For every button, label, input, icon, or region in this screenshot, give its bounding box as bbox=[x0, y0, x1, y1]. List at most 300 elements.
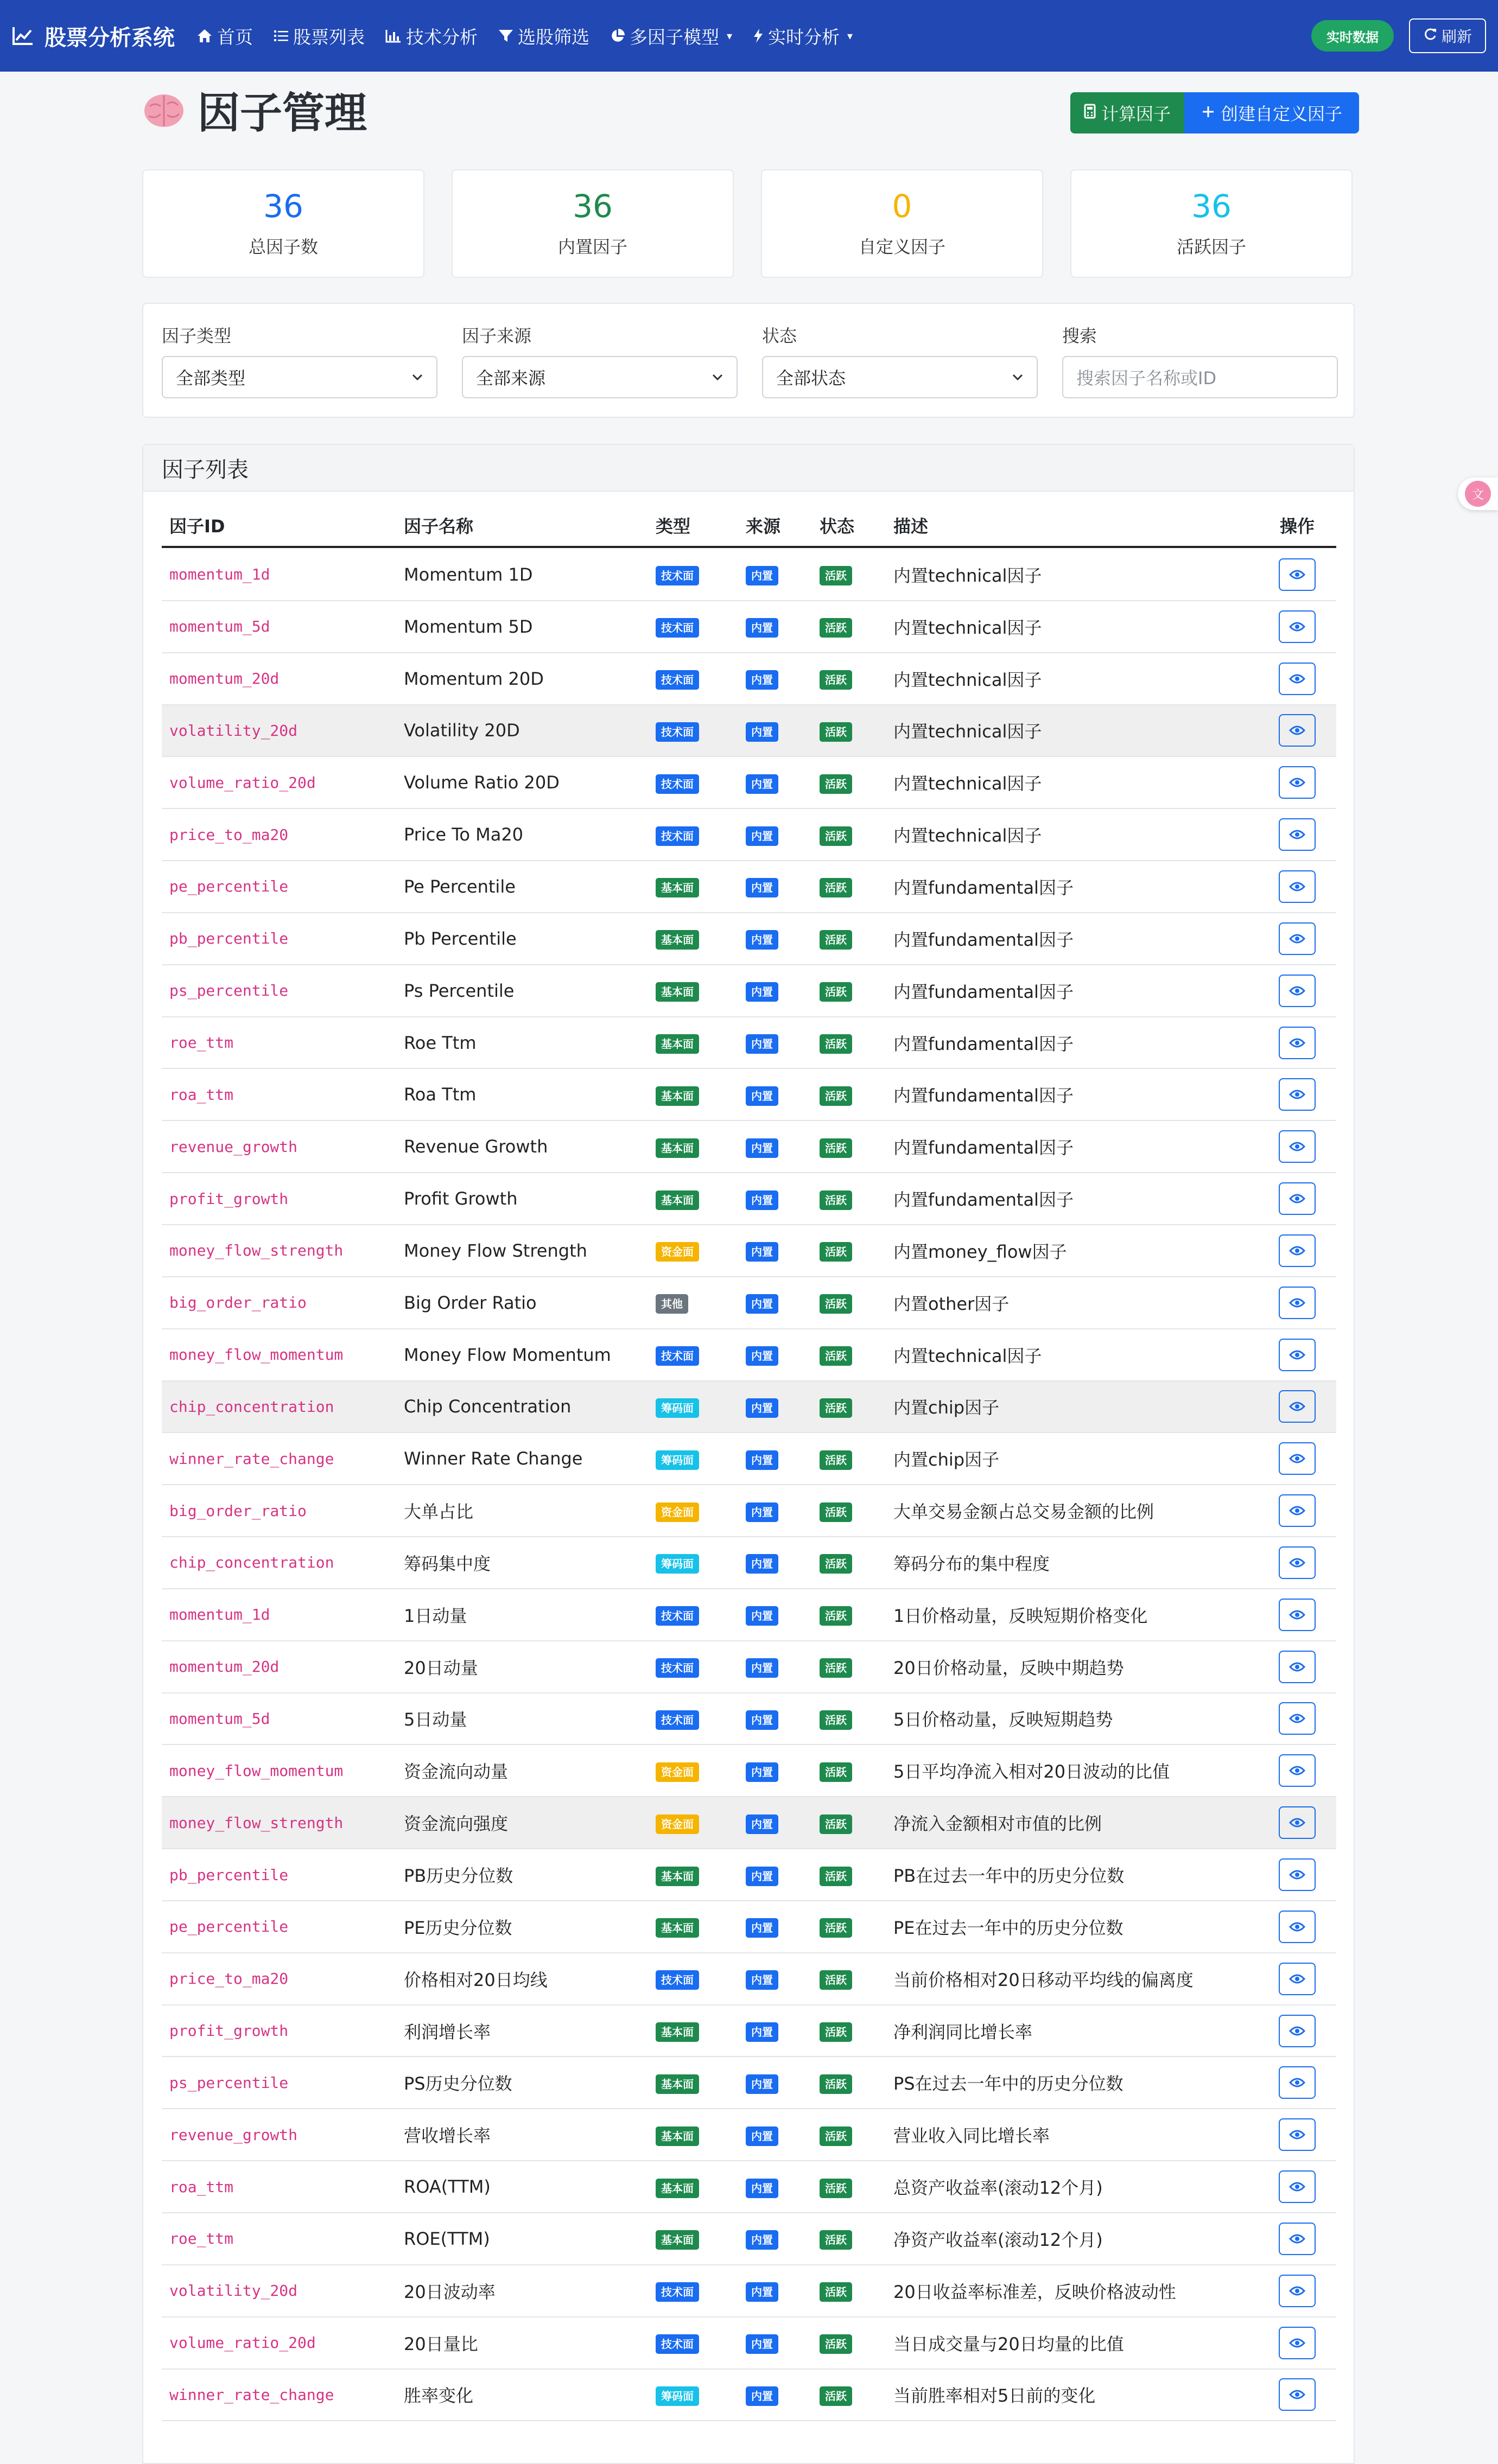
factor-status bbox=[820, 1291, 852, 1314]
factor-description: 净利润同比增长率 bbox=[893, 2021, 1033, 2042]
factor-source-badge: 内置 bbox=[746, 1294, 778, 1314]
factor-id: roa_ttm bbox=[169, 1085, 234, 1104]
eye-icon bbox=[1289, 1609, 1305, 1620]
factor-id: money_flow_strength bbox=[169, 1813, 344, 1832]
eye-icon bbox=[1289, 2181, 1305, 2192]
factor-id: money_flow_momentum bbox=[169, 1346, 344, 1364]
factor-name: Pe Percentile bbox=[404, 876, 516, 897]
header-actions bbox=[1070, 92, 1359, 133]
factor-description: 内置fundamental因子 bbox=[893, 929, 1074, 950]
page-title bbox=[142, 82, 367, 137]
factor-source bbox=[746, 2280, 778, 2302]
factor-status bbox=[820, 1812, 852, 1834]
factor-status-badge: 活跃 bbox=[820, 1606, 852, 1626]
factor-source-badge: 内置 bbox=[746, 1034, 778, 1054]
translate-icon: 文 bbox=[1465, 481, 1491, 507]
factor-id: big_order_ratio bbox=[169, 1501, 307, 1520]
factor-source bbox=[746, 1239, 778, 1262]
header-status: 状态 bbox=[820, 516, 855, 537]
stat-label: 自定义因子 bbox=[858, 237, 945, 257]
view-button[interactable] bbox=[1279, 1390, 1316, 1423]
eye-icon bbox=[1289, 1661, 1305, 1672]
status-filter-label: 状态 bbox=[762, 326, 797, 346]
factor-status bbox=[820, 979, 852, 1002]
factor-description: 内置fundamental因子 bbox=[893, 1033, 1074, 1054]
factor-name: 胜率变化 bbox=[404, 2385, 474, 2406]
factor-type bbox=[656, 2124, 699, 2146]
factor-description: 内置chip因子 bbox=[893, 1397, 1000, 1418]
factor-name: Chip Concentration bbox=[404, 1396, 572, 1417]
factor-description: 内置technical因子 bbox=[893, 1345, 1042, 1366]
factor-id: ps_percentile bbox=[169, 982, 289, 1000]
factor-type bbox=[656, 667, 699, 690]
stat-label: 活跃因子 bbox=[1176, 237, 1246, 257]
table-row bbox=[162, 1069, 1336, 1121]
factor-type-badge: 技术面 bbox=[656, 722, 699, 742]
eye-icon bbox=[1289, 621, 1305, 632]
table-row bbox=[162, 1381, 1336, 1434]
factor-id: chip_concentration bbox=[169, 1397, 334, 1416]
factor-id: roe_ttm bbox=[169, 2230, 234, 2248]
factor-id: big_order_ratio bbox=[169, 1294, 307, 1312]
type-filter bbox=[162, 322, 437, 398]
factor-status bbox=[820, 1603, 852, 1626]
factor-name: 资金流向动量 bbox=[404, 1761, 509, 1782]
factor-id: momentum_20d bbox=[169, 670, 280, 688]
factor-source-badge: 内置 bbox=[746, 1658, 778, 1678]
factor-status-badge: 活跃 bbox=[820, 670, 852, 690]
factor-description: 内置money_flow因子 bbox=[893, 1241, 1067, 1262]
factor-type-badge: 筹码面 bbox=[656, 2386, 699, 2406]
view-button[interactable] bbox=[1279, 2223, 1316, 2255]
factor-status bbox=[820, 2227, 852, 2250]
factor-type-badge: 基本面 bbox=[656, 1138, 699, 1158]
refresh-button[interactable] bbox=[1409, 18, 1486, 53]
status-select-value: 全部状态 bbox=[776, 368, 846, 389]
type-select[interactable] bbox=[162, 356, 437, 398]
factor-source-badge: 内置 bbox=[746, 1242, 778, 1262]
factor-id: roe_ttm bbox=[169, 1034, 234, 1052]
line-chart-icon bbox=[12, 26, 34, 46]
view-button[interactable] bbox=[1279, 2015, 1316, 2047]
factor-type-badge: 技术面 bbox=[656, 566, 699, 585]
calculate-label: 计算因子 bbox=[1101, 104, 1171, 124]
factor-source bbox=[746, 1656, 778, 1678]
factor-id: pe_percentile bbox=[169, 877, 289, 896]
factor-source bbox=[746, 824, 778, 846]
factor-status-badge: 活跃 bbox=[820, 1242, 852, 1262]
factor-type-badge: 技术面 bbox=[656, 1970, 699, 1990]
view-button[interactable] bbox=[1279, 1078, 1316, 1111]
header-source: 来源 bbox=[746, 516, 781, 537]
factor-type-badge: 基本面 bbox=[656, 1918, 699, 1938]
source-filter-label: 因子来源 bbox=[462, 326, 532, 346]
table-row bbox=[162, 965, 1336, 1017]
factor-id: momentum_1d bbox=[169, 565, 270, 584]
factor-source-badge: 内置 bbox=[746, 826, 778, 846]
eye-icon bbox=[1289, 2129, 1305, 2140]
factor-list-title: 因子列表 bbox=[143, 445, 1354, 492]
chevron-down-icon bbox=[712, 373, 723, 381]
table-row bbox=[162, 1797, 1336, 1849]
eye-icon bbox=[1289, 1869, 1305, 1880]
factor-type-badge: 基本面 bbox=[656, 2022, 699, 2042]
eye-icon bbox=[1289, 1089, 1305, 1100]
factor-name: PE历史分位数 bbox=[404, 1917, 512, 1938]
factor-status-badge: 活跃 bbox=[820, 1970, 852, 1990]
factor-source-badge: 内置 bbox=[746, 878, 778, 897]
factor-type bbox=[656, 979, 699, 1002]
factor-type-badge: 技术面 bbox=[656, 618, 699, 638]
table-body bbox=[162, 549, 1336, 2421]
factor-name: Winner Rate Change bbox=[404, 1448, 583, 1469]
view-button[interactable] bbox=[1279, 610, 1316, 643]
factor-status-badge: 活跃 bbox=[820, 722, 852, 742]
factor-name: 20日量比 bbox=[404, 2333, 478, 2354]
view-button[interactable] bbox=[1279, 1911, 1316, 1943]
status-filter bbox=[762, 322, 1038, 398]
factor-status bbox=[820, 2176, 852, 2198]
factor-id: ps_percentile bbox=[169, 2073, 289, 2092]
factor-source bbox=[746, 1915, 778, 1938]
view-button[interactable] bbox=[1279, 1858, 1316, 1891]
nav-item-4[interactable] bbox=[610, 23, 732, 49]
table-row bbox=[162, 1277, 1336, 1329]
floating-assistant-button[interactable] bbox=[1458, 477, 1498, 510]
table-row bbox=[162, 653, 1336, 705]
factor-name: 筹码集中度 bbox=[404, 1553, 491, 1574]
factor-source bbox=[746, 1188, 778, 1210]
calculate-factors-button[interactable] bbox=[1070, 92, 1184, 133]
factor-source bbox=[746, 1136, 778, 1158]
factor-source bbox=[746, 1291, 778, 1314]
nav-item-label: 首页 bbox=[217, 26, 253, 48]
factor-source-badge: 内置 bbox=[746, 670, 778, 690]
factor-status-badge: 活跃 bbox=[820, 878, 852, 897]
factor-status-badge: 活跃 bbox=[820, 1346, 852, 1366]
chevron-down-icon bbox=[1012, 373, 1024, 381]
factor-type bbox=[656, 824, 699, 846]
factor-status-badge: 活跃 bbox=[820, 1190, 852, 1210]
factor-name: Pb Percentile bbox=[404, 928, 517, 949]
factor-source-badge: 内置 bbox=[746, 1190, 778, 1210]
factor-type bbox=[656, 720, 699, 742]
view-button[interactable] bbox=[1279, 2066, 1316, 2099]
factor-id: volatility_20d bbox=[169, 2282, 298, 2300]
header-id: 因子ID bbox=[169, 516, 225, 537]
factor-source-badge: 内置 bbox=[746, 2386, 778, 2406]
factor-source-badge: 内置 bbox=[746, 2230, 778, 2250]
factor-type bbox=[656, 1812, 699, 1834]
factor-id: money_flow_strength bbox=[169, 1241, 344, 1260]
factor-source bbox=[746, 2384, 778, 2406]
factor-description: 内置technical因子 bbox=[893, 721, 1042, 742]
factor-id: price_to_ma20 bbox=[169, 1970, 289, 1988]
factor-status-badge: 活跃 bbox=[820, 930, 852, 950]
view-button[interactable] bbox=[1279, 2327, 1316, 2359]
factor-status bbox=[820, 1448, 852, 1470]
factor-status-badge: 活跃 bbox=[820, 2282, 852, 2302]
factor-name: Roe Ttm bbox=[404, 1032, 477, 1053]
factor-type bbox=[656, 1915, 699, 1938]
nav-item-0[interactable] bbox=[196, 23, 253, 49]
factor-id: revenue_growth bbox=[169, 2125, 298, 2144]
view-button[interactable] bbox=[1279, 663, 1316, 695]
view-button[interactable] bbox=[1279, 714, 1316, 747]
table-row bbox=[162, 2057, 1336, 2109]
view-button[interactable] bbox=[1279, 1599, 1316, 1631]
factor-status bbox=[820, 667, 852, 690]
table-row bbox=[162, 1589, 1336, 1641]
nav-item-1[interactable] bbox=[274, 23, 365, 49]
factor-type bbox=[656, 1760, 699, 1782]
factor-id: money_flow_momentum bbox=[169, 1761, 344, 1780]
plus-icon bbox=[1201, 103, 1215, 123]
eye-icon bbox=[1289, 1921, 1305, 1932]
factor-status-badge: 活跃 bbox=[820, 1294, 852, 1314]
status-select[interactable] bbox=[762, 356, 1038, 398]
nav-menu bbox=[196, 23, 873, 49]
factor-status bbox=[820, 2124, 852, 2146]
factor-type bbox=[656, 563, 699, 585]
create-custom-factor-button[interactable] bbox=[1184, 92, 1359, 133]
caret-down-icon: ▾ bbox=[727, 29, 733, 42]
nav-item-3[interactable] bbox=[498, 23, 589, 49]
factor-id: winner_rate_change bbox=[169, 1449, 334, 1468]
factor-type bbox=[656, 1084, 699, 1106]
stat-label: 内置因子 bbox=[557, 237, 627, 257]
factor-status bbox=[820, 1396, 852, 1418]
factor-type-badge: 筹码面 bbox=[656, 1450, 699, 1470]
factor-list-card bbox=[142, 444, 1355, 2464]
table-row bbox=[162, 2005, 1336, 2058]
factor-type-badge: 基本面 bbox=[656, 2126, 699, 2146]
factor-source-badge: 内置 bbox=[746, 1710, 778, 1730]
table-row bbox=[162, 1017, 1336, 1069]
eye-icon bbox=[1289, 1141, 1305, 1152]
factor-id: chip_concentration bbox=[169, 1553, 334, 1572]
view-button[interactable] bbox=[1279, 870, 1316, 903]
factor-status bbox=[820, 1968, 852, 1990]
factor-type-badge: 技术面 bbox=[656, 1710, 699, 1730]
factor-status bbox=[820, 720, 852, 742]
factor-status bbox=[820, 824, 852, 846]
factor-name: 1日动量 bbox=[404, 1605, 467, 1626]
view-button[interactable] bbox=[1279, 1754, 1316, 1787]
factor-source-badge: 内置 bbox=[746, 1918, 778, 1938]
view-button[interactable] bbox=[1279, 1494, 1316, 1527]
factor-type bbox=[656, 2280, 699, 2302]
factor-type bbox=[656, 2227, 699, 2250]
view-button[interactable] bbox=[1279, 2118, 1316, 2151]
factor-description: 内置technical因子 bbox=[893, 825, 1042, 846]
view-button[interactable] bbox=[1279, 1702, 1316, 1735]
eye-icon bbox=[1289, 2285, 1305, 2296]
factor-type-badge: 基本面 bbox=[656, 2179, 699, 2198]
brand[interactable] bbox=[12, 21, 175, 52]
factor-source-badge: 内置 bbox=[746, 1814, 778, 1834]
view-button[interactable] bbox=[1279, 1651, 1316, 1683]
eye-icon bbox=[1289, 1765, 1305, 1776]
eye-icon bbox=[1289, 2077, 1305, 2088]
factor-description: 当日成交量与20日均量的比值 bbox=[893, 2333, 1124, 2354]
view-button[interactable] bbox=[1279, 975, 1316, 1007]
table-row bbox=[162, 2161, 1336, 2213]
eye-icon bbox=[1289, 2389, 1305, 2400]
factor-type-badge: 技术面 bbox=[656, 1346, 699, 1366]
nav-item-2[interactable] bbox=[385, 23, 478, 49]
factor-type-badge: 筹码面 bbox=[656, 1398, 699, 1418]
factor-description: PB在过去一年中的历史分位数 bbox=[893, 1865, 1125, 1887]
factor-description: 净资产收益率(滚动12个月) bbox=[893, 2229, 1103, 2250]
factor-name: ROE(TTM) bbox=[404, 2228, 490, 2249]
view-button[interactable] bbox=[1279, 2378, 1316, 2411]
factor-status-badge: 活跃 bbox=[820, 1034, 852, 1054]
page-title-text: 因子管理 bbox=[198, 89, 367, 138]
view-button[interactable] bbox=[1279, 1963, 1316, 1995]
stat-value: 36 bbox=[573, 188, 613, 225]
factor-description: 内置chip因子 bbox=[893, 1449, 1000, 1470]
view-button[interactable] bbox=[1279, 1130, 1316, 1163]
factor-source-badge: 内置 bbox=[746, 2126, 778, 2146]
factor-type bbox=[656, 2020, 699, 2042]
header-type: 类型 bbox=[656, 516, 691, 537]
factor-source-badge: 内置 bbox=[746, 1970, 778, 1990]
factor-source bbox=[746, 2020, 778, 2042]
factor-id: price_to_ma20 bbox=[169, 825, 289, 844]
factor-status-badge: 活跃 bbox=[820, 618, 852, 638]
eye-icon bbox=[1289, 1245, 1305, 1256]
factor-description: 内置technical因子 bbox=[893, 565, 1042, 586]
factor-name: ROA(TTM) bbox=[404, 2176, 491, 2198]
live-data-badge: 实时数据 bbox=[1311, 20, 1394, 52]
factor-description: 内置fundamental因子 bbox=[893, 1085, 1074, 1106]
factor-source-badge: 内置 bbox=[746, 2282, 778, 2302]
factor-type-badge: 基本面 bbox=[656, 930, 699, 950]
factor-source-badge: 内置 bbox=[746, 1554, 778, 1574]
eye-icon bbox=[1289, 881, 1305, 892]
factor-source-badge: 内置 bbox=[746, 2074, 778, 2094]
factor-name: Roa Ttm bbox=[404, 1084, 477, 1105]
search-label: 搜索 bbox=[1062, 326, 1097, 346]
factor-status-badge: 活跃 bbox=[820, 2179, 852, 2198]
table-row bbox=[162, 1745, 1336, 1797]
factor-source bbox=[746, 2072, 778, 2094]
factor-id: profit_growth bbox=[169, 1189, 289, 1208]
factor-name: Price To Ma20 bbox=[404, 824, 524, 845]
view-button[interactable] bbox=[1279, 1442, 1316, 1475]
factor-source-badge: 内置 bbox=[746, 1346, 778, 1366]
view-button[interactable] bbox=[1279, 1806, 1316, 1839]
factor-id: pb_percentile bbox=[169, 929, 289, 948]
view-button[interactable] bbox=[1279, 922, 1316, 955]
view-button[interactable] bbox=[1279, 766, 1316, 799]
factor-name: Momentum 5D bbox=[404, 616, 533, 637]
factor-source-badge: 内置 bbox=[746, 1867, 778, 1886]
stat-value: 36 bbox=[1191, 188, 1232, 225]
eye-icon bbox=[1289, 1401, 1305, 1412]
factor-type-badge: 技术面 bbox=[656, 2282, 699, 2302]
factor-status bbox=[820, 1864, 852, 1886]
factor-name: Volume Ratio 20D bbox=[404, 772, 560, 793]
eye-icon bbox=[1289, 777, 1305, 788]
factor-source bbox=[746, 667, 778, 690]
factor-status-badge: 活跃 bbox=[820, 2334, 852, 2354]
table-header bbox=[162, 505, 1336, 548]
factor-type bbox=[656, 1396, 699, 1418]
factor-status-badge: 活跃 bbox=[820, 982, 852, 1002]
factor-status-badge: 活跃 bbox=[820, 1502, 852, 1522]
refresh-label: 刷新 bbox=[1441, 28, 1472, 46]
eye-icon bbox=[1289, 725, 1305, 736]
view-button[interactable] bbox=[1279, 2275, 1316, 2307]
factor-source-badge: 内置 bbox=[746, 566, 778, 585]
source-select-value: 全部来源 bbox=[476, 368, 546, 389]
view-button[interactable] bbox=[1279, 558, 1316, 591]
table-row bbox=[162, 913, 1336, 965]
factor-type bbox=[656, 615, 699, 638]
nav-item-label: 选股筛选 bbox=[518, 26, 589, 48]
table-row bbox=[162, 1641, 1336, 1693]
eye-icon bbox=[1289, 1453, 1305, 1464]
view-button[interactable] bbox=[1279, 1234, 1316, 1267]
table-row bbox=[162, 2265, 1336, 2317]
factor-type-badge: 基本面 bbox=[656, 1190, 699, 1210]
view-button[interactable] bbox=[1279, 1339, 1316, 1371]
stat-total-factors bbox=[142, 169, 424, 278]
eye-icon bbox=[1289, 673, 1305, 684]
factor-status bbox=[820, 2384, 852, 2406]
stat-builtin-factors bbox=[452, 169, 734, 278]
factor-id: revenue_growth bbox=[169, 1137, 298, 1156]
view-button[interactable] bbox=[1279, 1182, 1316, 1215]
factor-description: 5日平均净流入相对20日波动的比值 bbox=[893, 1761, 1170, 1782]
source-select[interactable] bbox=[462, 356, 738, 398]
brain-icon bbox=[142, 88, 186, 131]
table-row bbox=[162, 757, 1336, 809]
factor-status bbox=[820, 875, 852, 897]
factor-status bbox=[820, 1032, 852, 1054]
view-button[interactable] bbox=[1279, 1287, 1316, 1319]
factor-name: Ps Percentile bbox=[404, 980, 515, 1001]
view-button[interactable] bbox=[1279, 1546, 1316, 1579]
factor-type-badge: 基本面 bbox=[656, 1086, 699, 1106]
factor-source bbox=[746, 1864, 778, 1886]
factor-type bbox=[656, 2384, 699, 2406]
view-button[interactable] bbox=[1279, 2170, 1316, 2203]
factor-source-badge: 内置 bbox=[746, 1762, 778, 1782]
factor-source-badge: 内置 bbox=[746, 2179, 778, 2198]
table-row bbox=[162, 861, 1336, 913]
factor-type-badge: 基本面 bbox=[656, 982, 699, 1002]
factor-source bbox=[746, 1760, 778, 1782]
factor-source bbox=[746, 615, 778, 638]
nav-item-5[interactable] bbox=[753, 23, 853, 49]
factor-description: 总资产收益率(滚动12个月) bbox=[893, 2178, 1103, 2199]
nav-item-label: 多因子模型 bbox=[630, 26, 719, 48]
factor-type bbox=[656, 875, 699, 897]
eye-icon bbox=[1289, 1817, 1305, 1828]
factor-name: Momentum 20D bbox=[404, 668, 544, 689]
table-row bbox=[162, 549, 1336, 601]
table-row bbox=[162, 601, 1336, 653]
search-input[interactable] bbox=[1062, 356, 1338, 398]
factor-status bbox=[820, 1760, 852, 1782]
factor-type bbox=[656, 1136, 699, 1158]
view-button[interactable] bbox=[1279, 818, 1316, 851]
view-button[interactable] bbox=[1279, 1027, 1316, 1059]
factor-description: 营业收入同比增长率 bbox=[893, 2125, 1050, 2147]
